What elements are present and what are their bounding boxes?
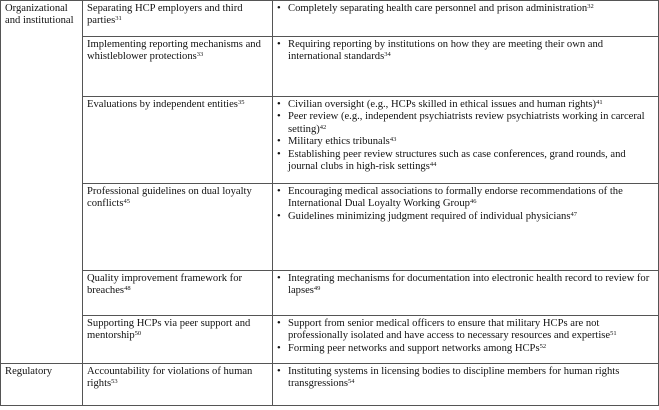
strategy-cell [83,184,273,271]
examples-list [277,318,654,355]
list-item [277,318,654,343]
footnote-ref: 47 [570,210,577,218]
example-text: Military ethics tribunals [288,136,390,148]
list-item [277,186,654,211]
table-row [1,364,659,406]
examples-cell [273,184,659,271]
category-organizational-label: Organizational and institutional [5,3,74,27]
list-item [277,149,654,174]
examples-list [277,3,654,15]
footnote-ref: 43 [389,136,397,144]
strategy-text: Implementing reporting mechanisms and whistleblower protections [87,39,261,63]
table-row [1,37,659,97]
footnote-ref: 44 [429,161,437,169]
examples-cell [273,316,659,364]
examples-list [277,273,654,298]
example-text: Instituting systems in licensing bodies to discipline members for human rights transgressions [288,366,620,390]
footnote-ref: 35 [237,99,245,106]
footnote-ref: 31 [115,15,122,23]
examples-list [277,366,654,391]
bullet-icon: • [277,342,281,354]
strategy-text: Accountability for violations of human rights [87,366,253,390]
list-item [277,136,654,148]
list-item [277,3,654,15]
footnote-ref: 34 [384,51,391,59]
bullet-icon: • [277,148,281,160]
footnote-ref: 48 [124,285,131,293]
example-text: Completely separating health care personnel and prison administration [288,3,588,14]
list-item [277,39,654,64]
list-item [277,273,654,298]
example-text: Peer review (e.g., independent psychiatrists review psychiatrists working in carceral setting) [288,111,645,135]
list-item [277,211,654,223]
footnote-ref: 32 [587,3,594,10]
strategy-text: Separating HCP employers and third parties [87,3,243,27]
footnote-ref: 45 [123,198,130,206]
list-item [277,366,654,391]
examples-list [277,186,654,223]
bullet-icon: • [277,318,281,329]
strategy-text: Professional guidelines on dual loyalty conflicts [87,186,252,210]
category-cell [1,1,83,364]
table-row [1,1,659,37]
footnote-ref: 46 [469,198,477,206]
examples-list [277,99,654,173]
table-row [1,271,659,316]
bullet-icon: • [277,39,281,50]
table-row [1,316,659,364]
example-text: Guidelines minimizing judgment required of individual physicians [288,210,571,222]
strategy-cell [83,97,273,184]
bullet-icon: • [277,366,281,377]
example-text: Establishing peer review structures such as case conferences, grand rounds, and journal clubs in high-risk settings [288,148,626,173]
strategy-cell [83,316,273,364]
strategy-text: Quality improvement framework for breaches [87,273,243,297]
list-item [277,99,654,111]
bullet-icon: • [277,273,281,284]
bullet-icon: • [277,111,281,123]
example-text: Encouraging medical associations to formally endorse recommendations of the International Dual Loyalty Working Group [288,186,623,210]
footnote-ref: 54 [348,378,355,386]
bullet-icon: • [277,136,281,148]
footnote-ref: 50 [134,330,142,338]
footnote-ref: 42 [319,123,327,131]
footnote-ref: 33 [196,51,204,59]
example-text: Requiring reporting by institutions on how they are meeting their own and international standards [288,39,604,63]
table-row [1,97,659,184]
bullet-icon: • [277,3,281,14]
footnote-ref: 49 [313,285,321,293]
example-text: Integrating mechanisms for documentation into electronic health record to review for lapses [288,273,650,297]
bullet-icon: • [277,186,281,197]
examples-list [277,39,654,64]
list-item [277,111,654,136]
examples-cell [273,97,659,184]
category-regulatory-label: Regulatory [5,366,53,377]
strategy-cell [83,1,273,37]
examples-cell [273,364,659,406]
strategy-cell [83,364,273,406]
bullet-icon: • [277,210,281,222]
example-text: Support from senior medical officers to ensure that military HCPs are not professionally isolated and have access to necessary resources and expertise [288,318,611,342]
footnote-ref: 41 [596,99,603,106]
examples-cell [273,1,659,37]
category-cell [1,364,83,406]
list-item [277,343,654,355]
strategy-cell [83,37,273,97]
example-text: Civilian oversight (e.g., HCPs skilled in ethical issues and human rights) [288,99,597,110]
example-text: Forming peer networks and support networks among HCPs [288,342,540,354]
examples-cell [273,271,659,316]
footnote-ref: 53 [111,378,118,386]
examples-cell [273,37,659,97]
footnote-ref: 51 [610,330,617,338]
strategy-text: Evaluations by independent entities [87,99,238,110]
table-row [1,184,659,271]
footnote-ref: 52 [539,342,547,350]
strategy-cell [83,271,273,316]
strategy-text: Supporting HCPs via peer support and mentorship [87,318,251,342]
bullet-icon: • [277,99,281,110]
